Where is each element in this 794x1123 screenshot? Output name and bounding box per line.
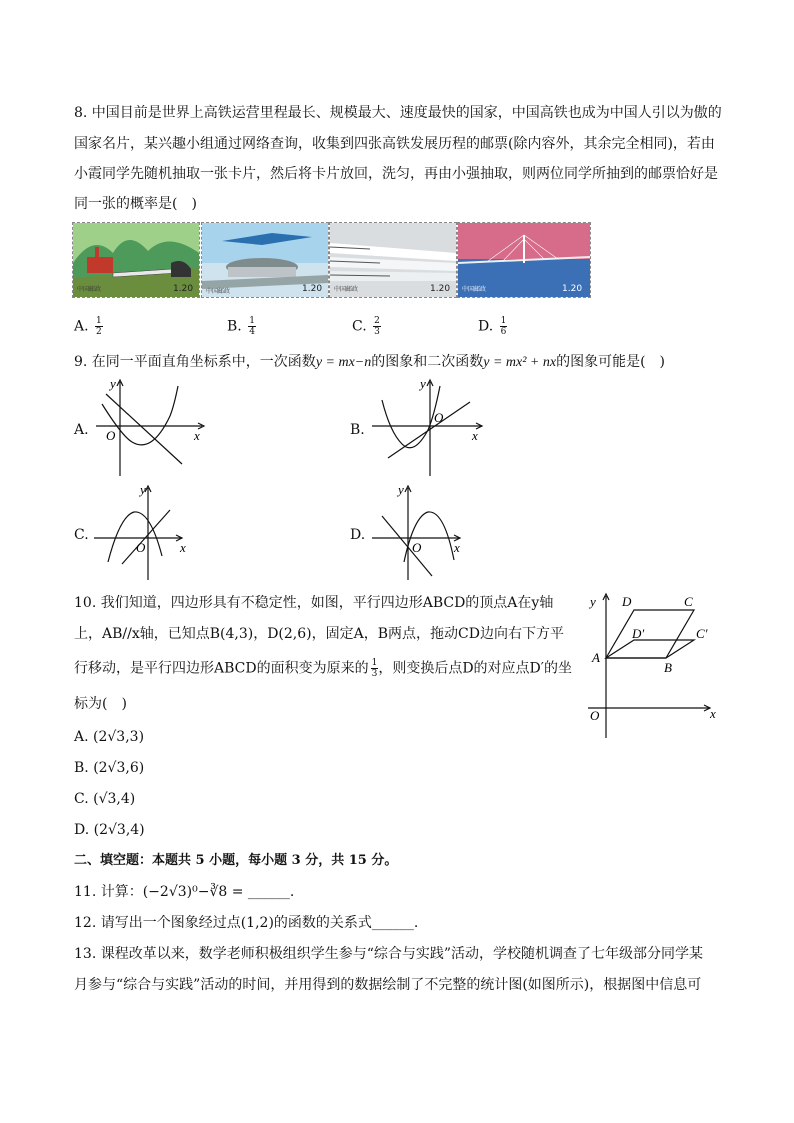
stamp-1-value: 1.20 [173,284,194,294]
q8-line-2: 国家名片，某兴趣小组通过网络查询，收集到四张高铁发展历程的邮票(除内容外，其余完全相同)，若由 [74,136,715,152]
q10-parallelogram-figure [584,588,724,744]
q9-c-x: x [180,540,186,555]
stamp-1-brand: 中国邮政 [77,286,102,293]
q9-b-origin: O [434,410,444,425]
q9-a-origin: O [106,428,116,443]
q10-fig-y: y [590,594,596,609]
q9-label-b[interactable]: B. [350,422,365,438]
q9-b-x: x [472,428,478,443]
q13-line-2: 月参与“综合与实践”活动的时间，并用得到的数据绘制了不完整的统计图(如图所示)，根据图中信息可 [74,977,702,993]
q9-stem: 9. 在同一平面直角坐标系中，一次函数y = mx−n的图象和二次函数y = mx² + nx的图象可能是( ) [74,354,666,370]
q8-option-d[interactable]: D. $\frac{1}{6}$ [478,316,507,337]
q8-option-b[interactable]: B. $\frac{1}{4}$ [227,316,255,337]
q9-graph-d [368,480,468,584]
q9-graph-a [92,376,212,480]
q10-fig-b: B [664,660,672,675]
q10-fig-a: A [592,650,600,665]
q9-c-origin: O [136,540,146,555]
stamp-2-brand: 中国邮政 [206,288,231,295]
q10-option-b[interactable]: B. (2√3,6) [74,760,145,776]
stamp-3-image [329,222,457,298]
q9-a-x: x [194,428,200,443]
q8-line-1: 8. 中国目前是世界上高铁运营里程最长、规模最大、速度最快的国家，中国高铁也成为中国人引以为傲的 [74,105,722,121]
q10-fig-d-prime: D′ [632,626,645,641]
q10-fig-d: D [622,594,632,609]
q12-text: 12. 请写出一个图象经过点(1,2)的函数的关系式______. [74,915,419,931]
q10-line-3: 行移动，是平行四边形ABCD的面积变为原来的 $\frac{1}{3}$ ，则变换后点D的对应点D′的坐 [74,658,572,679]
stamp-4-value: 1.20 [562,284,583,294]
stamp-4-image [457,222,591,298]
q10-option-d[interactable]: D. (2√3,4) [74,822,145,838]
q8-line-4: 同一张的概率是( ) [74,196,197,212]
section-2-heading: 二、填空题：本题共 5 小题，每小题 3 分，共 15 分。 [74,853,398,868]
q11-text: 11. 计算：(−2√3)⁰−∛8 = ______. [74,884,295,900]
q13-line-1: 13. 课程改革以来，数学老师积极组织学生参与“综合与实践”活动，学校随机调查了七年级部分同学某 [74,946,704,962]
q9-a-y: y [110,376,116,391]
q9-b-y: y [420,376,426,391]
q9-d-origin: O [412,540,422,555]
q10-line-4: 标为( ) [74,696,127,712]
q8-option-c[interactable]: C. $\frac{2}{3}$ [352,316,380,337]
stamp-2-image [201,222,329,298]
q9-graph-c [90,480,200,584]
q9-d-y: y [398,482,404,497]
q10-fig-c-prime: C′ [696,626,708,641]
q9-label-a[interactable]: A. [74,422,89,438]
q10-option-c[interactable]: C. (√3,4) [74,791,136,807]
stamp-3-brand: 中国邮政 [334,286,359,293]
q9-label-d[interactable]: D. [350,527,366,543]
q10-fig-x: x [710,706,716,721]
q9-c-y: y [140,482,146,497]
q10-line-2: 上，AB//x轴，已知点B(4,3)，D(2,6)，固定A，B两点，拖动CD边向右下方平 [74,626,564,642]
q9-d-x: x [454,540,460,555]
q9-graph-b [368,376,488,480]
stamp-2-value: 1.20 [302,284,323,294]
stamp-3-value: 1.20 [430,284,451,294]
q9-label-c[interactable]: C. [74,527,89,543]
q10-option-a[interactable]: A. (2√3,3) [74,729,145,745]
q8-option-a[interactable]: A. $\frac{1}{2}$ [74,316,102,337]
q8-line-3: 小霞同学先随机抽取一张卡片，然后将卡片放回，洗匀，再由小强抽取，则两位同学所抽到的邮票恰好是 [74,166,718,182]
stamp-1-image [72,222,200,298]
q10-fig-c: C [684,594,693,609]
q10-line-1: 10. 我们知道，四边形具有不稳定性，如图，平行四边形ABCD的顶点A在y轴 [74,595,554,611]
stamp-4-brand: 中国邮政 [462,286,487,293]
q10-fig-o: O [590,708,600,723]
